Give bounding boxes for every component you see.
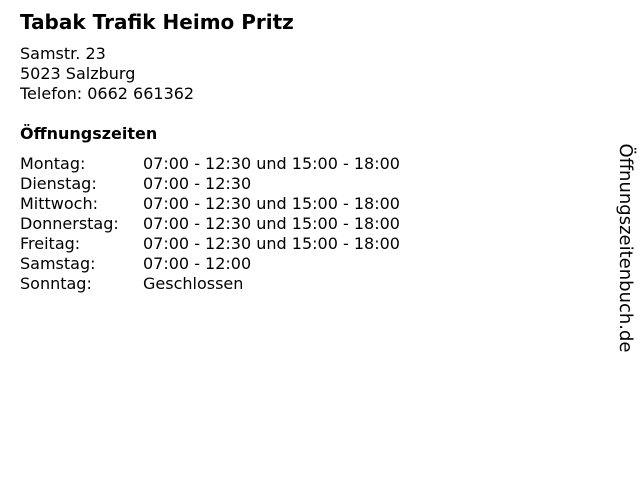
phone-number: Telefon: 0662 661362 — [20, 84, 195, 103]
hours-time: 07:00 - 12:30 und 15:00 - 18:00 — [143, 234, 400, 253]
brand-watermark — [613, 132, 637, 364]
hours-day: Donnerstag: — [20, 214, 119, 233]
hours-day: Sonntag: — [20, 274, 92, 293]
address-city: 5023 Salzburg — [20, 64, 136, 83]
address-street: Samstr. 23 — [20, 44, 106, 63]
hours-time: 07:00 - 12:00 — [143, 254, 252, 273]
hours-day: Freitag: — [20, 234, 81, 253]
hours-day: Mittwoch: — [20, 194, 98, 213]
hours-time: Geschlossen — [143, 274, 244, 293]
business-address — [20, 44, 194, 104]
hours-time: 07:00 - 12:30 und 15:00 - 18:00 — [143, 154, 400, 173]
hours-day: Montag: — [20, 154, 86, 173]
hours-day: Samstag: — [20, 254, 96, 273]
hours-time: 07:00 - 12:30 und 15:00 - 18:00 — [143, 194, 400, 213]
opening-hours-heading: Öffnungszeiten — [20, 124, 158, 143]
hours-time: 07:00 - 12:30 und 15:00 - 18:00 — [143, 214, 400, 233]
hours-day: Dienstag: — [20, 174, 97, 193]
hours-time: 07:00 - 12:30 — [143, 174, 252, 193]
brand-site-name: Öffnungszeitenbuch.de — [615, 143, 636, 353]
business-name: Tabak Trafik Heimo Pritz — [20, 10, 294, 34]
